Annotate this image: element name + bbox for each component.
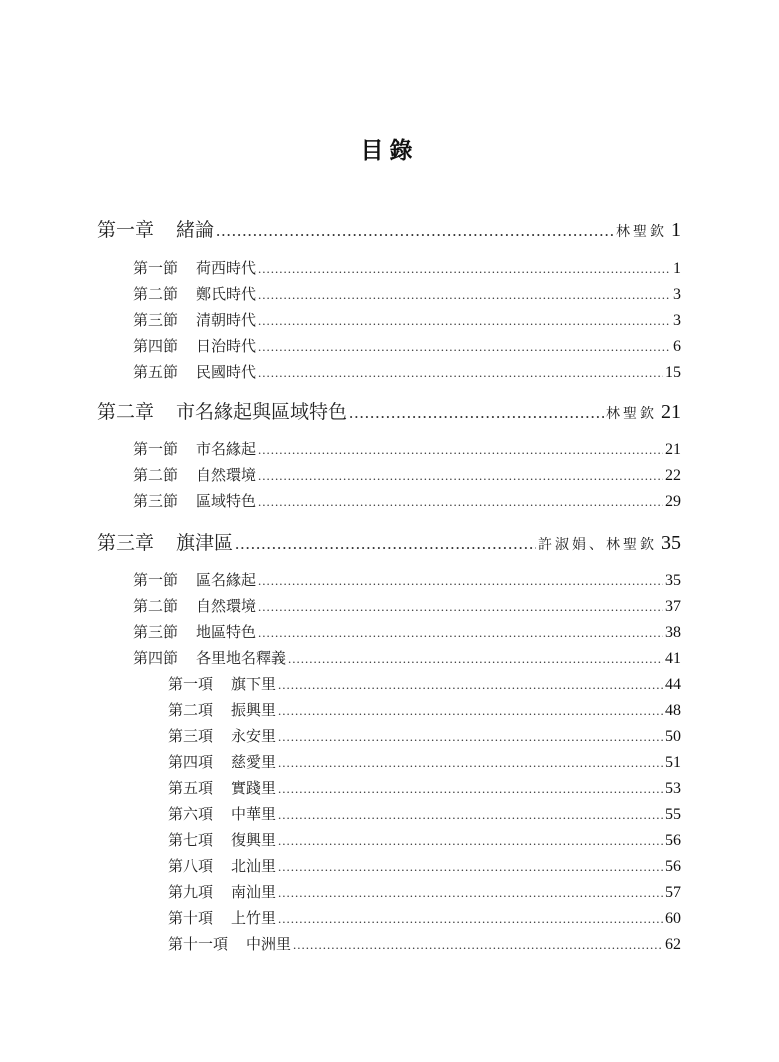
item-number: 第十項	[168, 909, 214, 927]
toc-item[interactable]	[168, 699, 681, 721]
section-number: 第三節	[133, 492, 179, 510]
item-title: 慈愛里	[231, 753, 277, 771]
section-number: 第四節	[133, 337, 179, 355]
page-number: 48	[665, 702, 681, 719]
dot-leader	[258, 599, 663, 615]
toc-section[interactable]	[133, 595, 681, 617]
dot-leader	[349, 403, 604, 423]
page-number: 1	[673, 260, 681, 277]
dot-leader	[258, 261, 671, 277]
toc-section[interactable]	[133, 621, 681, 643]
dot-leader	[258, 625, 663, 641]
toc-chapter[interactable]	[97, 397, 681, 423]
page-number: 6	[673, 338, 681, 355]
dot-leader	[278, 885, 663, 901]
dot-leader	[258, 313, 671, 329]
section-title: 市名緣起	[196, 440, 257, 458]
section-number: 第一節	[133, 571, 179, 589]
page-number: 21	[665, 441, 681, 458]
chapter-number: 第一章	[97, 219, 155, 241]
chapter-author: 林聖欽	[616, 224, 667, 240]
section-title: 區域特色	[196, 492, 257, 510]
section-title: 清朝時代	[196, 311, 257, 329]
item-number: 第十一項	[168, 935, 229, 953]
page-number: 38	[665, 624, 681, 641]
item-title: 上竹里	[231, 909, 277, 927]
page-number: 51	[665, 754, 681, 771]
page-number: 60	[665, 910, 681, 927]
toc-item[interactable]	[168, 829, 681, 851]
toc-item[interactable]	[168, 725, 681, 747]
item-title: 永安里	[231, 727, 277, 745]
page-number: 15	[665, 364, 681, 381]
section-number: 第三節	[133, 623, 179, 641]
toc-section[interactable]	[133, 361, 681, 383]
toc-section[interactable]	[133, 335, 681, 357]
toc-item[interactable]	[168, 855, 681, 877]
toc-section[interactable]	[133, 464, 681, 486]
page-number: 50	[665, 728, 681, 745]
toc-item[interactable]	[168, 673, 681, 695]
dot-leader	[278, 677, 663, 693]
dot-leader	[278, 807, 663, 823]
page-number: 35	[661, 532, 681, 554]
toc-section[interactable]	[133, 257, 681, 279]
dot-leader	[278, 703, 663, 719]
chapter-title: 市名緣起與區域特色	[176, 401, 348, 423]
toc-item[interactable]	[168, 777, 681, 799]
section-title: 地區特色	[196, 623, 257, 641]
item-title: 復興里	[231, 831, 277, 849]
page-number: 37	[665, 598, 681, 615]
item-number: 第六項	[168, 805, 214, 823]
page-number: 53	[665, 780, 681, 797]
section-title: 鄭氏時代	[196, 285, 257, 303]
page-number: 3	[673, 286, 681, 303]
page-number: 57	[665, 884, 681, 901]
toc-section[interactable]	[133, 309, 681, 331]
section-title: 自然環境	[196, 466, 257, 484]
toc-section[interactable]	[133, 490, 681, 512]
item-title: 南汕里	[231, 883, 277, 901]
toc-section[interactable]	[133, 569, 681, 591]
chapter-author: 許淑娟、林聖欽	[538, 537, 657, 553]
item-number: 第二項	[168, 701, 214, 719]
chapter-title: 緒論	[176, 219, 215, 241]
page-number: 22	[665, 467, 681, 484]
toc-item[interactable]	[168, 751, 681, 773]
dot-leader	[278, 859, 663, 875]
item-number: 第一項	[168, 675, 214, 693]
dot-leader	[258, 468, 663, 484]
dot-leader	[258, 442, 663, 458]
page-number: 29	[665, 493, 681, 510]
page-title: 目錄	[360, 137, 419, 164]
section-number: 第四節	[133, 649, 179, 667]
section-title: 區名緣起	[196, 571, 257, 589]
dot-leader	[293, 937, 663, 953]
dot-leader	[278, 755, 663, 771]
toc-chapter[interactable]	[97, 528, 681, 554]
dot-leader	[278, 833, 663, 849]
section-title: 各里地名釋義	[196, 649, 287, 667]
chapter-title: 旗津區	[176, 532, 234, 554]
section-title: 民國時代	[196, 363, 257, 381]
item-number: 第五項	[168, 779, 214, 797]
section-number: 第三節	[133, 311, 179, 329]
dot-leader	[258, 339, 671, 355]
item-title: 北汕里	[231, 857, 277, 875]
toc-item[interactable]	[168, 907, 681, 929]
item-title: 中華里	[231, 805, 277, 823]
toc-section[interactable]	[133, 647, 681, 669]
dot-leader	[216, 221, 614, 241]
page-number: 41	[665, 650, 681, 667]
dot-leader	[288, 651, 663, 667]
page-number: 1	[671, 219, 681, 241]
section-number: 第二節	[133, 285, 179, 303]
item-number: 第七項	[168, 831, 214, 849]
section-number: 第一節	[133, 440, 179, 458]
toc-item[interactable]	[168, 933, 681, 955]
dot-leader	[278, 781, 663, 797]
item-title: 振興里	[231, 701, 277, 719]
page-number: 56	[665, 832, 681, 849]
section-title: 自然環境	[196, 597, 257, 615]
section-title: 日治時代	[196, 337, 257, 355]
toc-chapter[interactable]	[97, 215, 681, 241]
dot-leader	[258, 494, 663, 510]
page-number: 62	[665, 936, 681, 953]
dot-leader	[258, 365, 663, 381]
item-number: 第九項	[168, 883, 214, 901]
toc-item[interactable]	[168, 803, 681, 825]
page-number: 35	[665, 572, 681, 589]
chapter-number: 第二章	[97, 401, 155, 423]
page-number: 21	[661, 401, 681, 423]
page-number: 3	[673, 312, 681, 329]
page-number: 55	[665, 806, 681, 823]
item-title: 中洲里	[246, 935, 292, 953]
dot-leader	[258, 573, 663, 589]
section-title: 荷西時代	[196, 259, 257, 277]
toc-section[interactable]	[133, 283, 681, 305]
chapter-number: 第三章	[97, 532, 155, 554]
item-title: 旗下里	[231, 675, 277, 693]
item-number: 第四項	[168, 753, 214, 771]
section-number: 第二節	[133, 466, 179, 484]
section-number: 第一節	[133, 259, 179, 277]
page-number: 56	[665, 858, 681, 875]
dot-leader	[278, 729, 663, 745]
item-number: 第八項	[168, 857, 214, 875]
section-number: 第二節	[133, 597, 179, 615]
page-number: 44	[665, 676, 681, 693]
toc-item[interactable]	[168, 881, 681, 903]
dot-leader	[258, 287, 671, 303]
item-number: 第三項	[168, 727, 214, 745]
item-title: 實踐里	[231, 779, 277, 797]
dot-leader	[235, 534, 536, 554]
section-number: 第五節	[133, 363, 179, 381]
chapter-author: 林聖欽	[606, 406, 657, 422]
dot-leader	[278, 911, 663, 927]
toc-section[interactable]	[133, 438, 681, 460]
